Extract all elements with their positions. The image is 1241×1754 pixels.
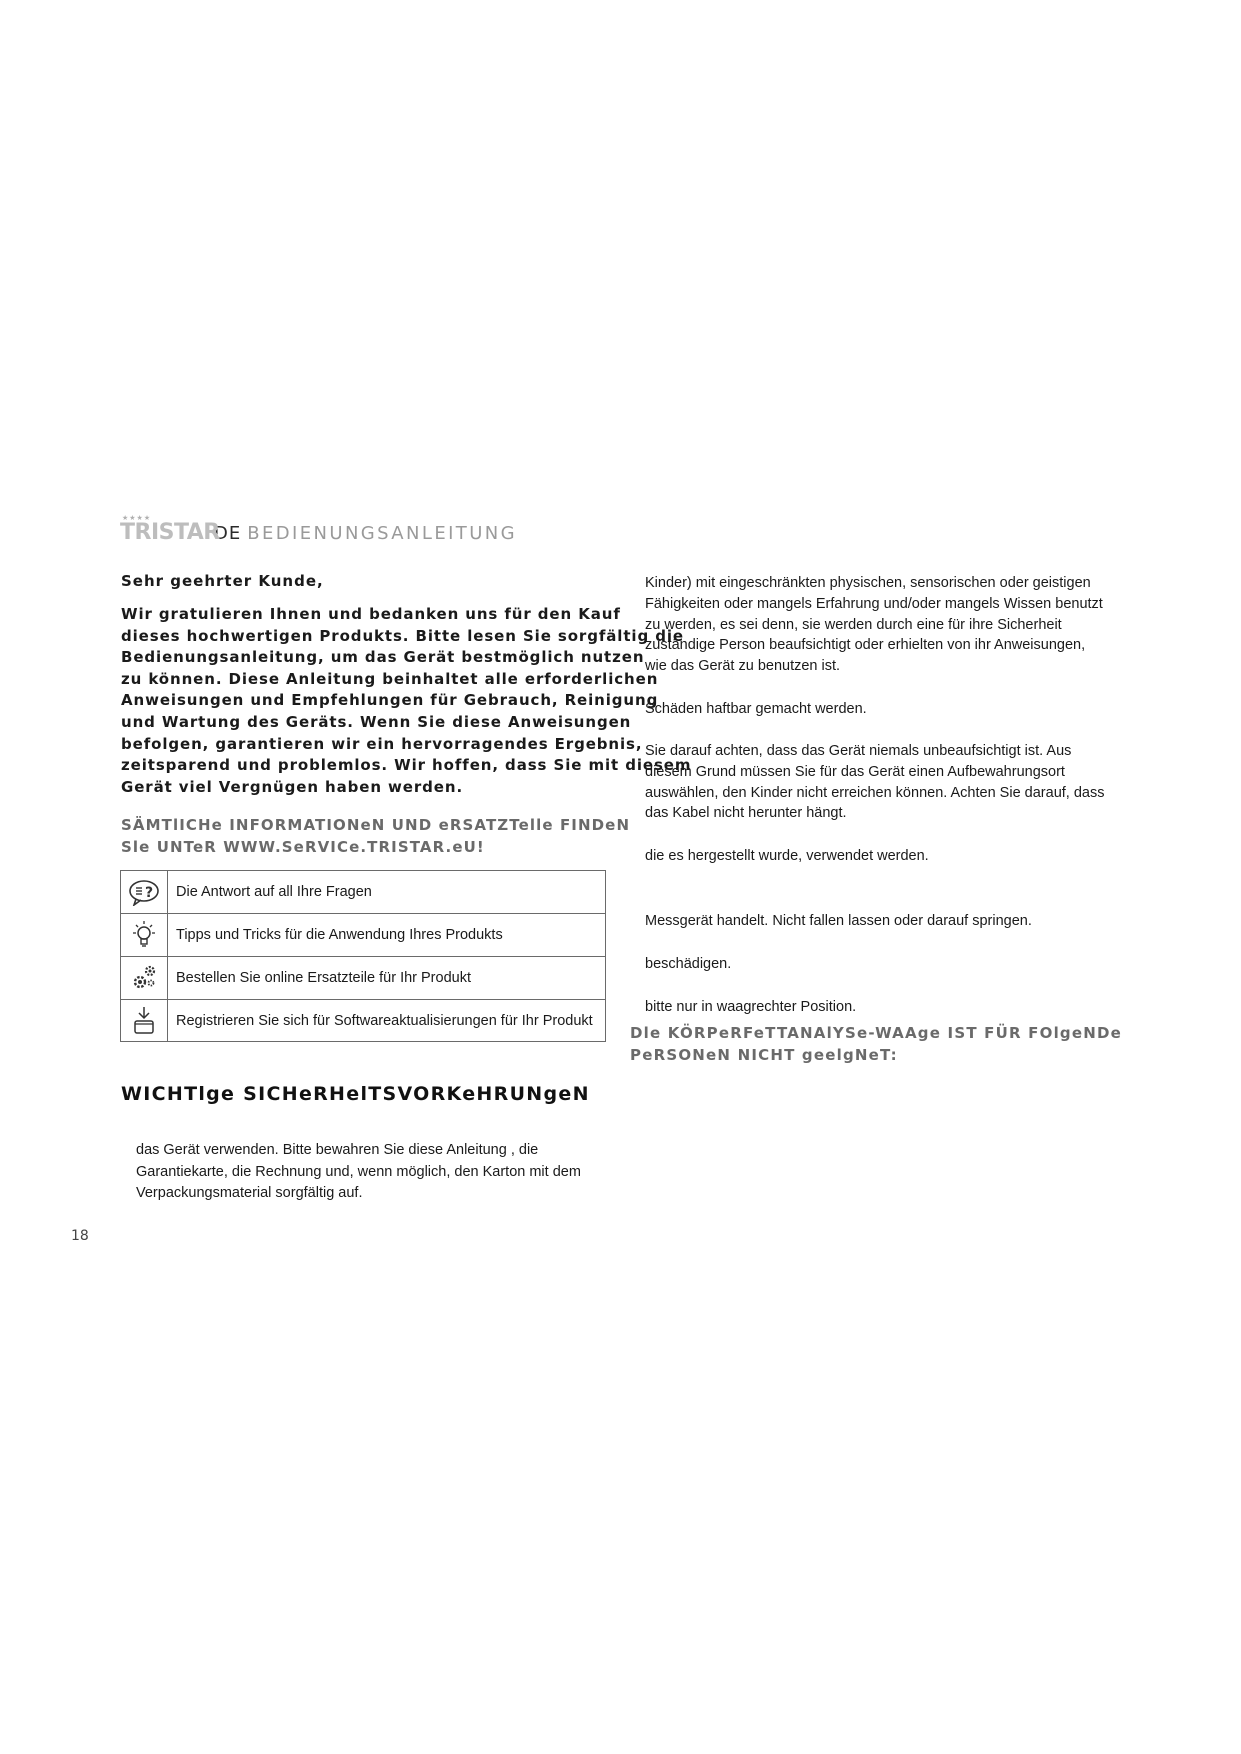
right-paragraph-6 (645, 954, 1115, 975)
document-title: BEDIENUNGSANLEITUNG (247, 523, 517, 544)
intro-line: Gerät viel Vergnügen haben werden. (121, 777, 464, 796)
info-text: Tipps und Tricks für die Anwendung Ihres Produkts (176, 927, 503, 943)
page-header (120, 504, 517, 544)
right-paragraph-1 (645, 573, 1115, 677)
right-paragraph-3 (645, 741, 1115, 824)
right-paragraph-7 (645, 997, 1115, 1018)
logo-wordmark: TRISTAR (120, 520, 220, 545)
intro-line: dieses hochwertigen Produkts. Bitte lesen Sie sorgfältig die (121, 626, 684, 645)
info-row (121, 1000, 605, 1041)
info-row (121, 914, 605, 957)
right-line: das Kabel nicht herunter hängt. (645, 805, 847, 822)
svg-text:?: ? (145, 885, 154, 901)
gears-icon (121, 957, 168, 999)
greeting: Sehr geehrter Kunde, (121, 572, 324, 590)
info-text: Bestellen Sie online Ersatzteile für Ihr Produkt (176, 970, 471, 986)
right-paragraph-4 (645, 846, 1115, 867)
intro-line: Wir gratulieren Ihnen und bedanken uns für den Kauf (121, 605, 621, 623)
question-bubble-icon (121, 871, 168, 913)
safety-paragraph (136, 1140, 616, 1205)
page-number: 18 (71, 1228, 89, 1244)
info-row (121, 957, 605, 1000)
intro-line: zeitsparend und problemlos. Wir hoffen, dass Sie mit diesem (121, 756, 692, 775)
service-info-table (120, 870, 606, 1042)
heading-line: Dle KÖRPeRFeTTANAlYSe-WAAge IST FÜR FOlgeNDe (630, 1024, 1123, 1042)
safety-heading: WICHTlge SICHeRHelTSVORKeHRUNgeN (121, 1083, 590, 1105)
right-paragraph-2 (645, 699, 1115, 720)
info-row (121, 871, 605, 914)
intro-line: zu können. Diese Anleitung beinhaltet alle erforderlichen (121, 669, 659, 688)
right-line: zu werden, es sei denn, sie werden durch eine für ihre Sicherheit (645, 616, 1062, 633)
right-line: Fähigkeiten oder mangels Erfahrung und/oder mangels Wissen benutzt (645, 595, 1103, 612)
right-line: wie das Gerät zu benutzen ist. (645, 658, 841, 675)
lightbulb-icon (121, 914, 168, 956)
right-line: Sie darauf achten, dass das Gerät niemals unbeaufsichtigt ist. Aus (645, 743, 1072, 759)
intro-line: und Wartung des Geräts. Wenn Sie diese Anweisungen (121, 712, 632, 731)
info-text: Registrieren Sie sich für Softwareaktualisierungen für Ihr Produkt (176, 1012, 593, 1029)
intro-paragraph (121, 604, 692, 798)
logo-stars: ★★★★ (122, 515, 152, 522)
heading-line: PeRSONeN NICHT geelgNeT: (630, 1046, 898, 1064)
right-paragraph-5 (645, 911, 1115, 932)
service-notice (121, 814, 630, 858)
right-line: zuständige Person beaufsichtigt oder erhielten von ihr Anweisungen, (645, 637, 1086, 654)
right-line: beschädigen. (645, 956, 732, 972)
download-box-icon (121, 1000, 168, 1041)
intro-line: Bedienungsanleitung, um das Gerät bestmöglich nutzen (121, 648, 645, 667)
right-line: diesem Grund müssen Sie für das Gerät einen Aufbewahrungsort (645, 763, 1065, 780)
scale-unsuitable-heading (630, 1022, 1122, 1066)
right-line: auswählen, den Kinder nicht erreichen können. Achten Sie darauf, dass (645, 784, 1105, 801)
right-line: die es hergestellt wurde, verwendet werden. (645, 848, 929, 864)
service-line: SÄMTlICHe INFORMATIONeN UND eRSATZTelle FINDeN (121, 816, 631, 834)
safety-line: das Gerät verwenden. Bitte bewahren Sie diese Anleitung , die (136, 1142, 539, 1158)
right-line: Messgerät handelt. Nicht fallen lassen oder darauf springen. (645, 913, 1032, 929)
right-line: Schäden haftbar gemacht werden. (645, 701, 867, 717)
service-line: Sle UNTeR WWW.SeRVICe.TRISTAR.eU! (121, 838, 485, 856)
tristar-logo (120, 514, 220, 545)
safety-line: Garantiekarte, die Rechnung und, wenn möglich, den Karton mit dem (136, 1163, 581, 1180)
safety-line: Verpackungsmaterial sorgfältig auf. (136, 1185, 363, 1201)
language-code: DE (214, 523, 242, 544)
info-text: Die Antwort auf all Ihre Fragen (176, 884, 372, 900)
right-line: bitte nur in waagrechter Position. (645, 999, 857, 1015)
intro-line: befolgen, garantieren wir ein hervorragendes Ergebnis, (121, 734, 643, 753)
intro-line: Anweisungen und Empfehlungen für Gebrauch, Reinigung (121, 691, 659, 710)
right-line: Kinder) mit eingeschränkten physischen, sensorischen oder geistigen (645, 575, 1091, 591)
